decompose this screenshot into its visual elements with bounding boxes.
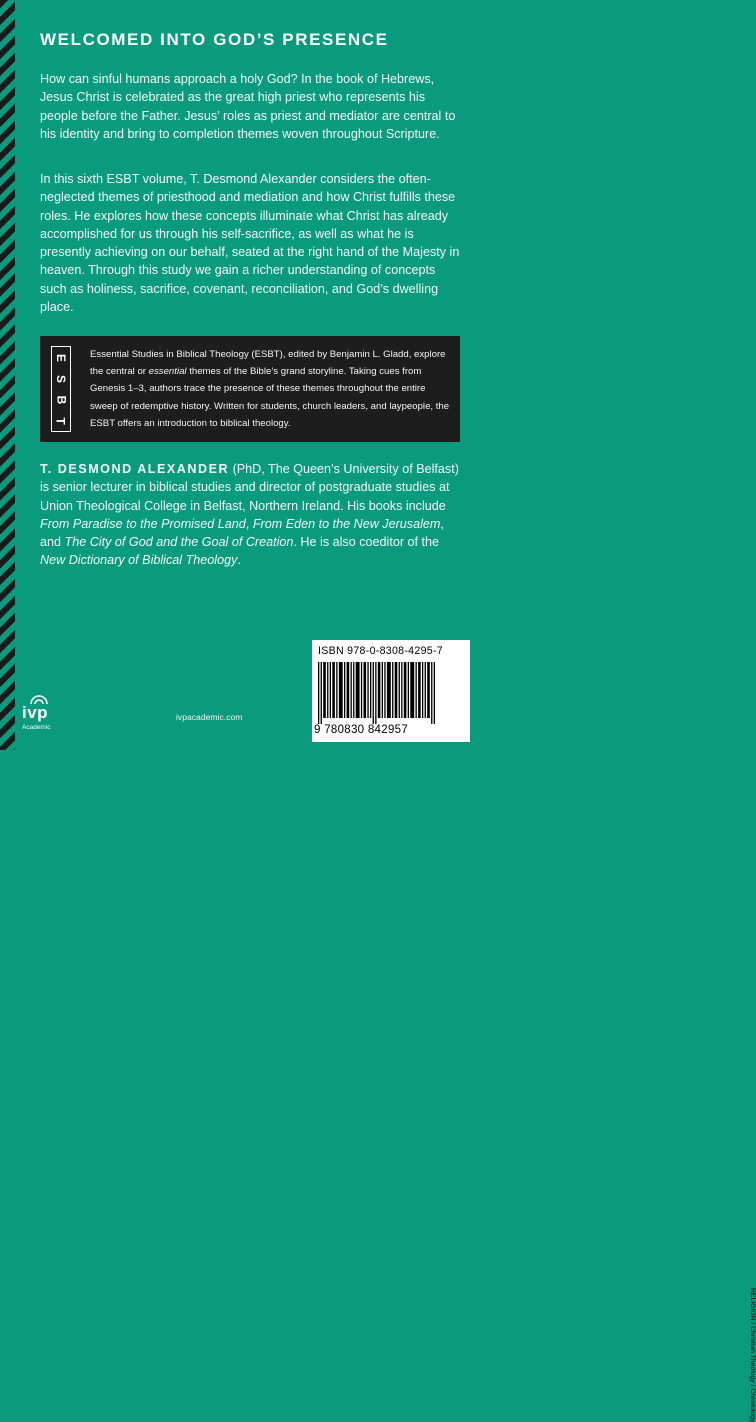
ivp-academic-logo xyxy=(20,693,60,743)
esbt-logo-letter: B xyxy=(53,395,68,404)
barcode-block xyxy=(312,640,756,1422)
isbn-text: ISBN 978-0-8308-4295-7 xyxy=(318,645,443,657)
series-description-box xyxy=(40,336,460,442)
series-text-part: Essential Studies in Biblical Theology (ESBT), edited by Benjamin L. Gladd, explore the central or xyxy=(90,349,446,378)
esbt-logo-letter: E xyxy=(53,353,68,362)
bio-text: , xyxy=(245,516,253,531)
description-paragraph-1: How can sinful humans approach a holy God? In the book of Hebrews, Jesus Christ is celebrated as the great high priest who represents his people before the Father. Jesus’ roles as priest and mediator are central to his identity and bring to completion themes woven throughout Scripture. xyxy=(40,72,456,141)
book-title: From Paradise to the Promised Land xyxy=(40,516,246,531)
back-cover-title: WELCOMED INTO GOD’S PRESENCE xyxy=(40,30,389,49)
esbt-logo xyxy=(51,346,71,432)
publisher-website: ivpacademic.com xyxy=(176,712,243,722)
diagonal-stripe-border xyxy=(0,0,15,750)
category-label: RELIGION / Christian Theology / Christology xyxy=(749,1288,756,1422)
series-text-emphasis: essential xyxy=(148,366,187,378)
author-bio xyxy=(40,460,460,570)
series-description-text xyxy=(90,346,452,432)
bio-text: , and xyxy=(40,516,444,550)
esbt-logo-letter: T xyxy=(54,416,68,425)
book-title: New Dictionary of Biblical Theology xyxy=(40,553,238,568)
ivp-logo-subtext: Academic xyxy=(22,724,51,731)
esbt-logo-letter: S xyxy=(53,374,68,383)
series-text-part: themes of the Bible’s grand storyline. Taking cues from Genesis 1–3, authors trace the presence of these themes throughout the entire sweep of redemptive history. Written for students, church leaders, and laypeople, the ESBT offers an introduction to biblical theology. xyxy=(90,366,450,429)
book-title: From Eden to the New Jerusalem xyxy=(252,516,441,531)
barcode-icon xyxy=(318,662,438,724)
description-paragraph-2: In this sixth ESBT volume, T. Desmond Alexander considers the often-neglected themes of priesthood and mediation and how Christ fulfills these roles. He explores how these concepts illuminate what Christ has already accomplished for us through his self-sacrifice, as well as what he is presently achieving on our behalf, seated at the right hand of the Majesty in heaven. Through this study we gain a richer understanding of concepts such as holiness, sacrifice, covenant, reconciliation, and God’s dwelling place. xyxy=(40,172,460,315)
ivp-logo-text: ivp xyxy=(22,703,49,722)
author-name: T. DESMOND ALEXANDER xyxy=(40,462,230,476)
book-title: The City of God and the Goal of Creation xyxy=(64,535,294,550)
bio-text: . He is also coeditor of the xyxy=(293,535,440,550)
bio-text: (PhD, The Queen’s University of Belfast) is senior lecturer in biblical studies and director of postgraduate studies at Union Theological College in Belfast, Northern Ireland. His books include xyxy=(40,462,459,513)
barcode-digits: 9 780830 842957 xyxy=(314,724,409,736)
bio-text: . xyxy=(237,553,241,568)
